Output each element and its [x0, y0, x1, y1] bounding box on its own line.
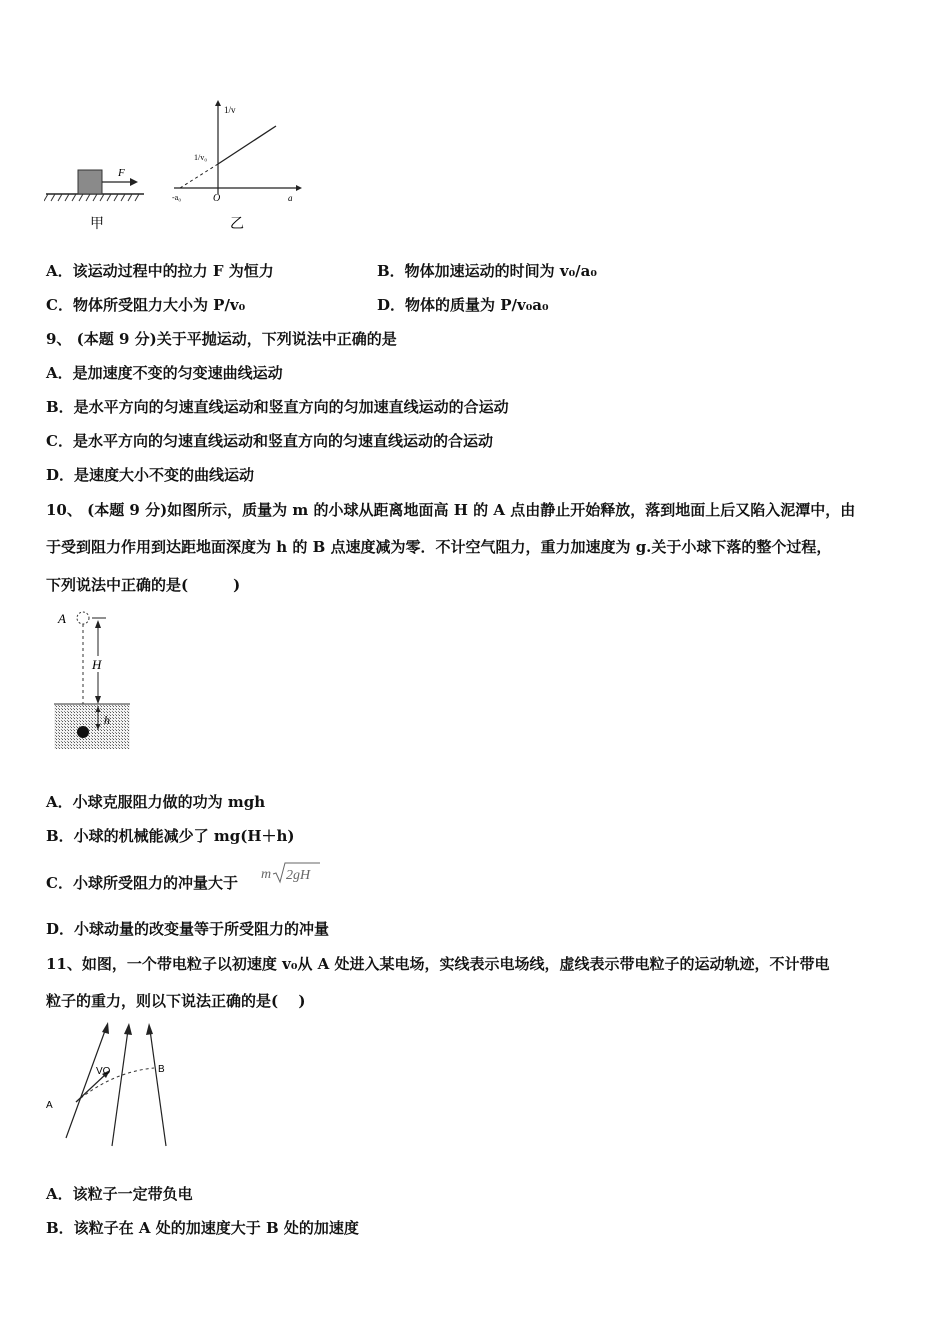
q11-figure: [42, 1020, 182, 1150]
fig-label-yi: 乙: [230, 217, 244, 232]
q10-stem-line2: 于受到阻力作用到达距地面深度为 h 的 B 点速度减为零．不计空气阻力，重力加速度为 g.关于小球下落的整个过程，: [46, 538, 832, 556]
formula-radicand: 2gH: [286, 868, 311, 883]
mud-pit: [54, 704, 130, 749]
a-axis-label: a: [288, 193, 293, 203]
field-line-2: [112, 1030, 128, 1146]
q11-stem-line2: 粒子的重力，则以下说法正确的是( ): [46, 992, 306, 1010]
formula-svg: [260, 860, 322, 886]
formula-m: m: [261, 867, 272, 882]
intercept-label: 1/v₀: [194, 153, 208, 162]
q8-option-c: C．物体所受阻力大小为 P/v₀: [46, 296, 246, 314]
h-label: h: [104, 713, 110, 727]
q10-option-b: B．小球的机械能减少了 mg(H＋h): [46, 827, 295, 845]
point-b-label: B: [158, 1064, 165, 1075]
field-line-3: [150, 1030, 166, 1146]
H-arrow-up: [95, 620, 101, 628]
q8-figure: [44, 98, 314, 238]
q10-figure: [50, 604, 140, 754]
q11-stem-line1: 11、如图，一个带电粒子以初速度 v₀从 A 处进入某电场，实线表示电场线，虚线表示带电粒子的运动轨迹，不计带电: [46, 955, 830, 973]
H-arrow-down: [95, 696, 101, 704]
force-arrow-head: [130, 178, 138, 186]
q8-option-b: B．物体加速运动的时间为 v₀/a₀: [377, 262, 597, 280]
a-axis-arrow: [296, 185, 302, 191]
ground-hatching: [44, 194, 139, 201]
field-line-3-arrow: [146, 1023, 153, 1035]
field-line-2-arrow: [124, 1023, 132, 1035]
point-a-label: A: [58, 611, 66, 626]
v0-label: VO: [96, 1066, 111, 1077]
q10-option-d: D．小球动量的改变量等于所受阻力的冲量: [46, 920, 330, 938]
q8-option-a: A．该运动过程中的拉力 F 为恒力: [46, 262, 274, 280]
graph-line: [218, 126, 276, 164]
q9-stem: 9、 (本题 9 分)关于平抛运动，下列说法中正确的是: [46, 330, 397, 348]
field-line-1: [66, 1028, 106, 1138]
v-axis-label: 1/v: [224, 105, 236, 115]
H-label: H: [92, 657, 102, 672]
q10-option-c: [46, 873, 238, 893]
trajectory: [76, 1068, 154, 1102]
force-label: F: [118, 167, 125, 179]
q11-option-b: B．该粒子在 A 处的加速度大于 B 处的加速度: [46, 1219, 359, 1237]
q10-stem-line1: 10、 (本题 9 分)如图所示，质量为 m 的小球从距离地面高 H 的 A 点由静止开始释放，落到地面上后又陷入泥潭中，由: [46, 501, 856, 519]
q9-option-c: C．是水平方向的匀速直线运动和竖直方向的匀速直线运动的合运动: [46, 432, 493, 450]
q9-option-a: A．是加速度不变的匀变速曲线运动: [46, 364, 283, 382]
q8-option-d: D．物体的质量为 P/v₀a₀: [377, 296, 549, 314]
q11-figure-svg: [42, 1020, 182, 1150]
v0-vector: [76, 1074, 106, 1102]
point-a-label: A: [46, 1100, 53, 1111]
v-axis-arrow: [215, 100, 221, 106]
q9-option-d: D．是速度大小不变的曲线运动: [46, 466, 255, 484]
q8-figure-svg: [44, 98, 314, 238]
q10-stem-line3: 下列说法中正确的是( ): [46, 576, 241, 594]
neg-a0-label: -a₀: [172, 193, 182, 202]
origin-label: O: [213, 193, 221, 204]
q9-option-b: B．是水平方向的匀速直线运动和竖直方向的匀加速直线运动的合运动: [46, 398, 509, 416]
field-line-1-arrow: [102, 1022, 109, 1034]
fig-label-jia: 甲: [90, 217, 104, 232]
q10-option-a: A．小球克服阻力做的功为 mgh: [46, 793, 266, 811]
ball-end: [77, 726, 89, 738]
block: [78, 170, 102, 194]
q10-option-c-formula: [260, 860, 322, 886]
graph-extension: [180, 164, 218, 188]
q10-option-c-text: C．小球所受阻力的冲量大于: [46, 874, 238, 892]
ball-start: [77, 612, 89, 624]
q11-option-a: A．该粒子一定带负电: [46, 1185, 193, 1203]
q10-figure-svg: [50, 604, 140, 754]
